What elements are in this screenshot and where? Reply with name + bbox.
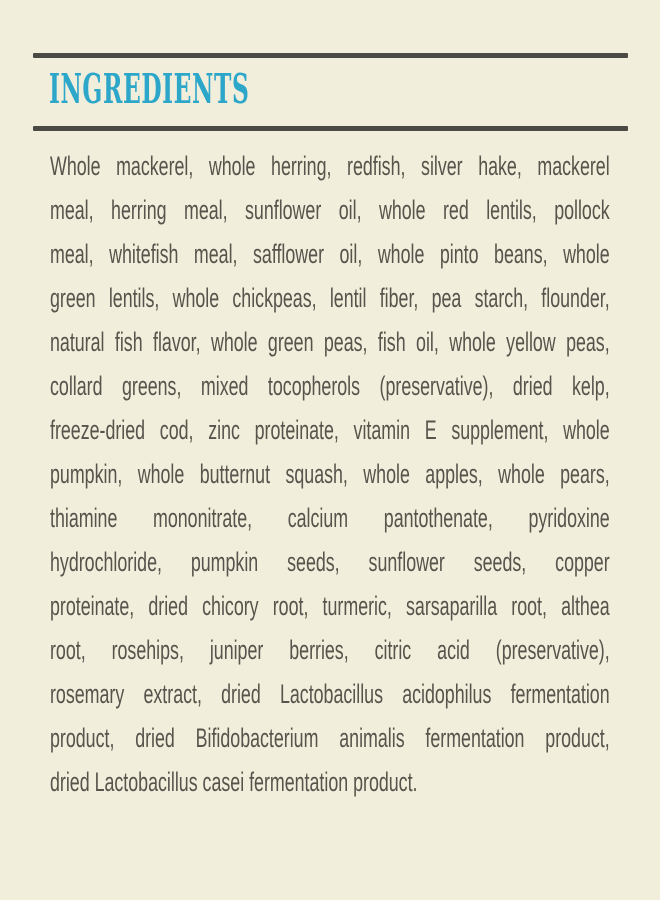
ingredients-line: rosemary extract, dried Lactobacillus acidophilus fermentation bbox=[50, 679, 610, 709]
ingredients-line: dried Lactobacillus casei fermentation product. bbox=[50, 767, 418, 797]
ingredients-line: natural fish flavor, whole green peas, fish oil, whole yellow peas, bbox=[50, 327, 610, 357]
divider-bottom bbox=[33, 126, 628, 131]
ingredients-line: freeze-dried cod, zinc proteinate, vitamin E supplement, whole bbox=[50, 415, 610, 445]
ingredients-line: meal, herring meal, sunflower oil, whole red lentils, pollock bbox=[50, 195, 610, 225]
ingredients-line: product, dried Bifidobacterium animalis fermentation product, bbox=[50, 723, 610, 753]
ingredients-line: Whole mackerel, whole herring, redfish, silver hake, mackerel bbox=[50, 151, 610, 181]
divider-top bbox=[33, 53, 628, 58]
ingredients-line: meal, whitefish meal, safflower oil, whole pinto beans, whole bbox=[50, 239, 610, 269]
ingredients-line: collard greens, mixed tocopherols (preservative), dried kelp, bbox=[50, 371, 610, 401]
ingredients-line: proteinate, dried chicory root, turmeric, sarsaparilla root, althea bbox=[50, 591, 610, 621]
ingredients-line: root, rosehips, juniper berries, citric acid (preservative), bbox=[50, 635, 610, 665]
ingredients-line: pumpkin, whole butternut squash, whole apples, whole pears, bbox=[50, 459, 610, 489]
ingredients-text bbox=[50, 144, 610, 804]
ingredients-line: thiamine mononitrate, calcium pantothenate, pyridoxine bbox=[50, 503, 610, 533]
section-title: INGREDIENTS bbox=[49, 65, 250, 113]
ingredients-line: green lentils, whole chickpeas, lentil fiber, pea starch, flounder, bbox=[50, 283, 610, 313]
ingredients-line: hydrochloride, pumpkin seeds, sunflower seeds, copper bbox=[50, 547, 610, 577]
